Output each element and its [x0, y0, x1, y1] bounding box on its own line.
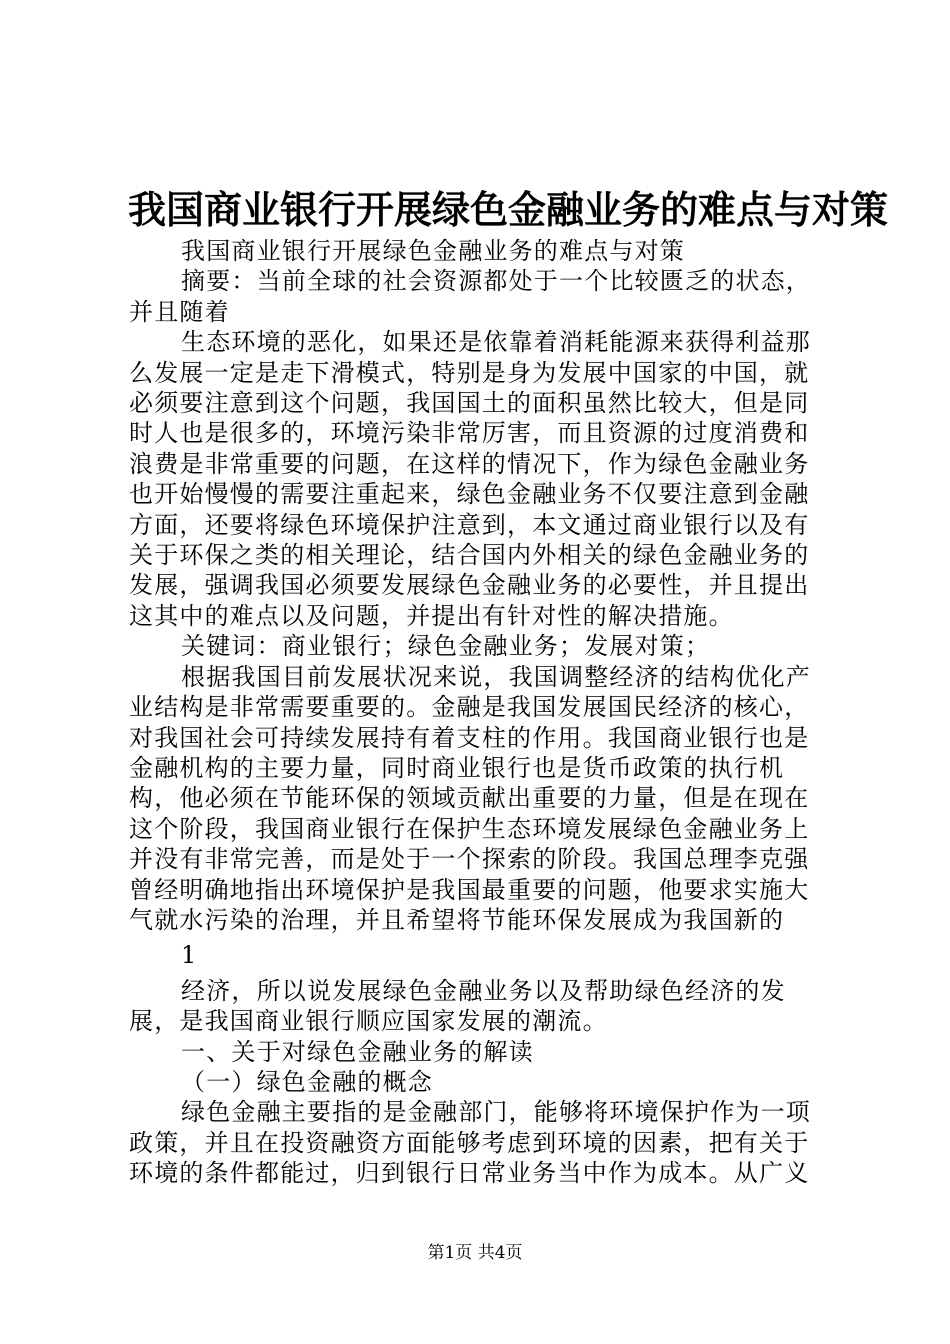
section-heading: 一、关于对绿色金融业务的解读: [181, 1037, 534, 1066]
body-paragraph: 根据我国目前发展状况来说，我国调整经济的结构优化产业结构是非常需要重要的。金融是我国发展国民经济的核心，对我国社会可持续发展持有着支柱的作用。我国商业银行也是金融机构的主要力量，同时商业银行也是货币政策的执行机构，他必须在节能环保的领域贡献出重要的力量，但是在现在这个阶段，我国商业银行在保护生态环境发展绿色金融业务上并没有非常完善，而是处于一个探索的阶段。我国总理李克强曾经明确地指出环境保护是我国最重要的问题，他要求实施大气就水污染的治理，并且希望将节能环保发展成为我国新的: [129, 662, 811, 934]
document-body: [129, 236, 834, 1189]
subsection-heading: （一）绿色金融的概念: [181, 1067, 433, 1096]
body-paragraph: 绿色金融主要指的是金融部门，能够将环境保护作为一项政策，并且在投资融资方面能够考虑到环境的因素，把有关于环境的条件都能过，归到银行日常业务当中作为成本。从广义: [129, 1098, 811, 1188]
page-number-marker: 1: [181, 941, 198, 970]
document-title: 我国商业银行开展绿色金融业务的难点与对策: [128, 188, 889, 232]
body-paragraph: 生态环境的恶化，如果还是依靠着消耗能源来获得利益那么发展一定是走下滑模式，特别是身为发展中国家的中国，就必须要注意到这个问题，我国国土的面积虽然比较大，但是同时人也是很多的，环境污染非常厉害，而且资源的过度消费和浪费是非常重要的问题，在这样的情况下，作为绿色金融业务也开始慢慢的需要注重起来，绿色金融业务不仅要注意到金融方面，还要将绿色环境保护注意到，本文通过商业银行以及有关于环保之类的相关理论，结合国内外相关的绿色金融业务的发展，强调我国必须要发展绿色金融业务的必要性，并且提出这其中的难点以及问题，并提出有针对性的解决措施。: [129, 328, 811, 630]
page-footer: 第1页 共4页: [427, 1243, 523, 1263]
body-paragraph: 经济，所以说发展绿色金融业务以及帮助绿色经济的发展，是我国商业银行顺应国家发展的潮流。: [129, 976, 786, 1036]
subtitle-paragraph: 我国商业银行开展绿色金融业务的难点与对策: [181, 237, 685, 265]
abstract-paragraph: 摘要：当前全球的社会资源都处于一个比较匮乏的状态，并且随着: [129, 267, 811, 326]
keywords-paragraph: 关键词：商业银行；绿色金融业务；发展对策；: [181, 632, 711, 661]
